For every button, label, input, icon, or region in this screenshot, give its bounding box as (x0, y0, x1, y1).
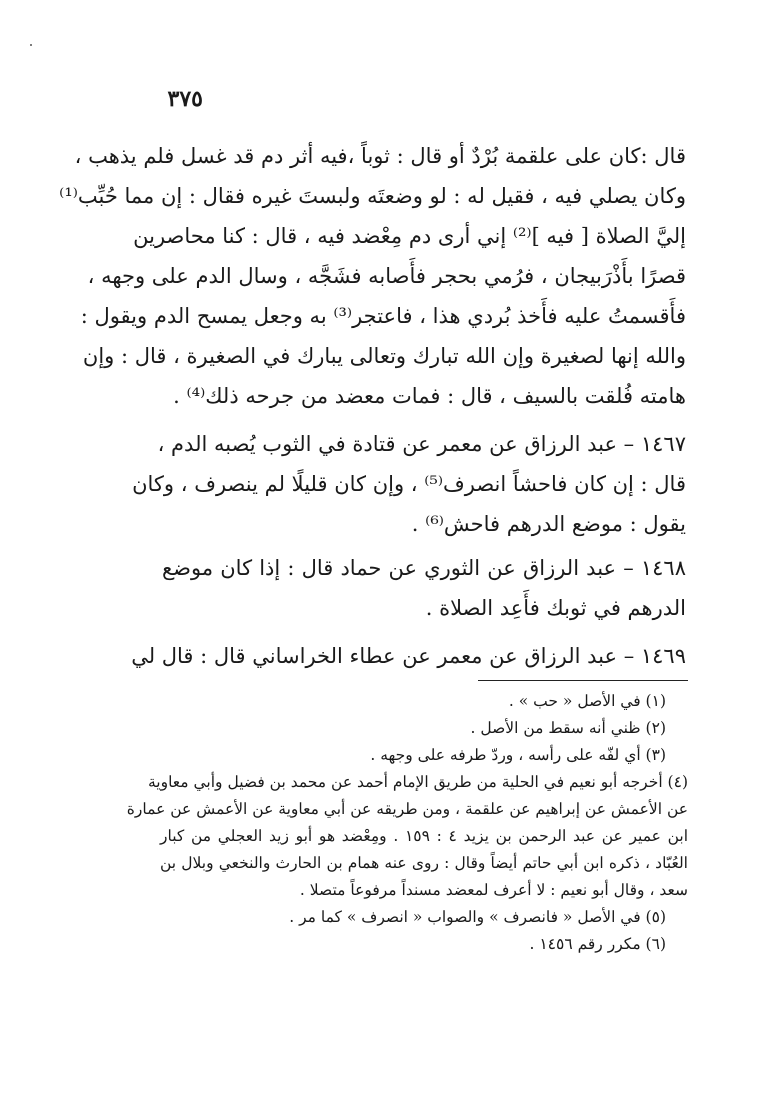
footnote-divider (478, 680, 688, 681)
text-line: قال : إن كان فاحشاً انصرف⁽⁵⁾ ، وإن كان قليلًا لم ينصرف ، وكان (132, 472, 686, 496)
text-line: وكان يصلي فيه ، فقيل له : لو وضعتَه ولبستَ غيره فقال : إن مما حُبِّب⁽¹⁾ (59, 184, 686, 208)
text-line: قال :كان على علقمة بُرْدٌ أو قال : ثوباً ،فيه أثر دم قد غسل فلم يذهب ، (74, 144, 686, 168)
text-line: والله إنها لصغيرة وإن الله تبارك وتعالى يبارك في الصغيرة ، قال : وإن (82, 344, 686, 368)
footnote-4: (٤) أخرجه أبو نعيم في الحلية من طريق الإمام أحمد عن محمد بن فضيل وأبي معاوية (147, 773, 688, 791)
text-line: فأَقسمتُ عليه فأَخذ بُردي هذا ، فاعتجر⁽³⁾ به وجعل يمسح الدم ويقول : (80, 304, 686, 328)
text-line: ١٤٦٩ – عبد الرزاق عن معمر عن عطاء الخراساني قال : قال لي (131, 644, 686, 668)
footnote-6: (٦) مكرر رقم ١٤٥٦ . (529, 935, 666, 953)
paragraph-hadith-1469 (131, 636, 686, 676)
text-line: الدرهم في ثوبك فأَعِد الصلاة . (425, 596, 686, 620)
footnote-5: (٥) في الأصل « فانصرف » والصواب « انصرف » كما مر . (289, 908, 666, 926)
text-line: هامته فُلقت بالسيف ، قال : فمات معضد من جرحه ذلك⁽⁴⁾ . (173, 384, 686, 408)
page-number: ٣٧٥ (167, 86, 203, 112)
paragraph-narration (59, 136, 686, 416)
footnote-2: (٢) ظني أنه سقط من الأصل . (470, 719, 666, 737)
footnote-4-cont: سعد ، وقال أبو نعيم : لا أعرف لمعضد مسنداً مرفوعاً متصلا . (299, 881, 688, 899)
text-line: ١٤٦٧ – عبد الرزاق عن معمر عن قتادة في الثوب يُصبه الدم ، (157, 432, 686, 456)
text-line: يقول : موضع الدرهم فاحش⁽⁶⁾ . (411, 512, 686, 536)
footnote-4-cont: العُبّاد ، ذكره ابن أبي حاتم أيضاً وقال : روى عنه همام بن الحارث والنخعي وبلال بن (160, 854, 688, 872)
paragraph-hadith-1467 (132, 424, 686, 544)
scan-speck (30, 44, 32, 46)
text-line: قصرًا بأَذْرَبيجان ، فرُمي بحجر فأَصابه فشَجَّه ، وسال الدم على وجهه ، (87, 264, 686, 288)
footnote-4-cont: ابن عمير عن عبد الرحمن بن يزيد ٤ : ١٥٩ . ومِعْضد هو أبو زيد العجلي من كبار (160, 827, 689, 845)
text-line: ١٤٦٨ – عبد الرزاق عن الثوري عن حماد قال : إذا كان موضع (162, 556, 686, 580)
footnote-4-cont: عن الأعمش عن إبراهيم عن علقمة ، ومن طريقه عن أبي معاوية عن الأعمش عن عمارة (126, 800, 688, 818)
paragraph-hadith-1468 (162, 548, 686, 628)
text-line: إليَّ الصلاة [ فيه ]⁽²⁾ إني أرى دم مِعْضد فيه ، قال : كنا محاصرين (133, 224, 686, 248)
footnote-1: (١) في الأصل « حب » . (508, 692, 666, 710)
footnote-3: (٣) أي لفّه على رأسه ، وردّ طرفه على وجهه . (370, 746, 666, 764)
footnotes (126, 688, 689, 958)
